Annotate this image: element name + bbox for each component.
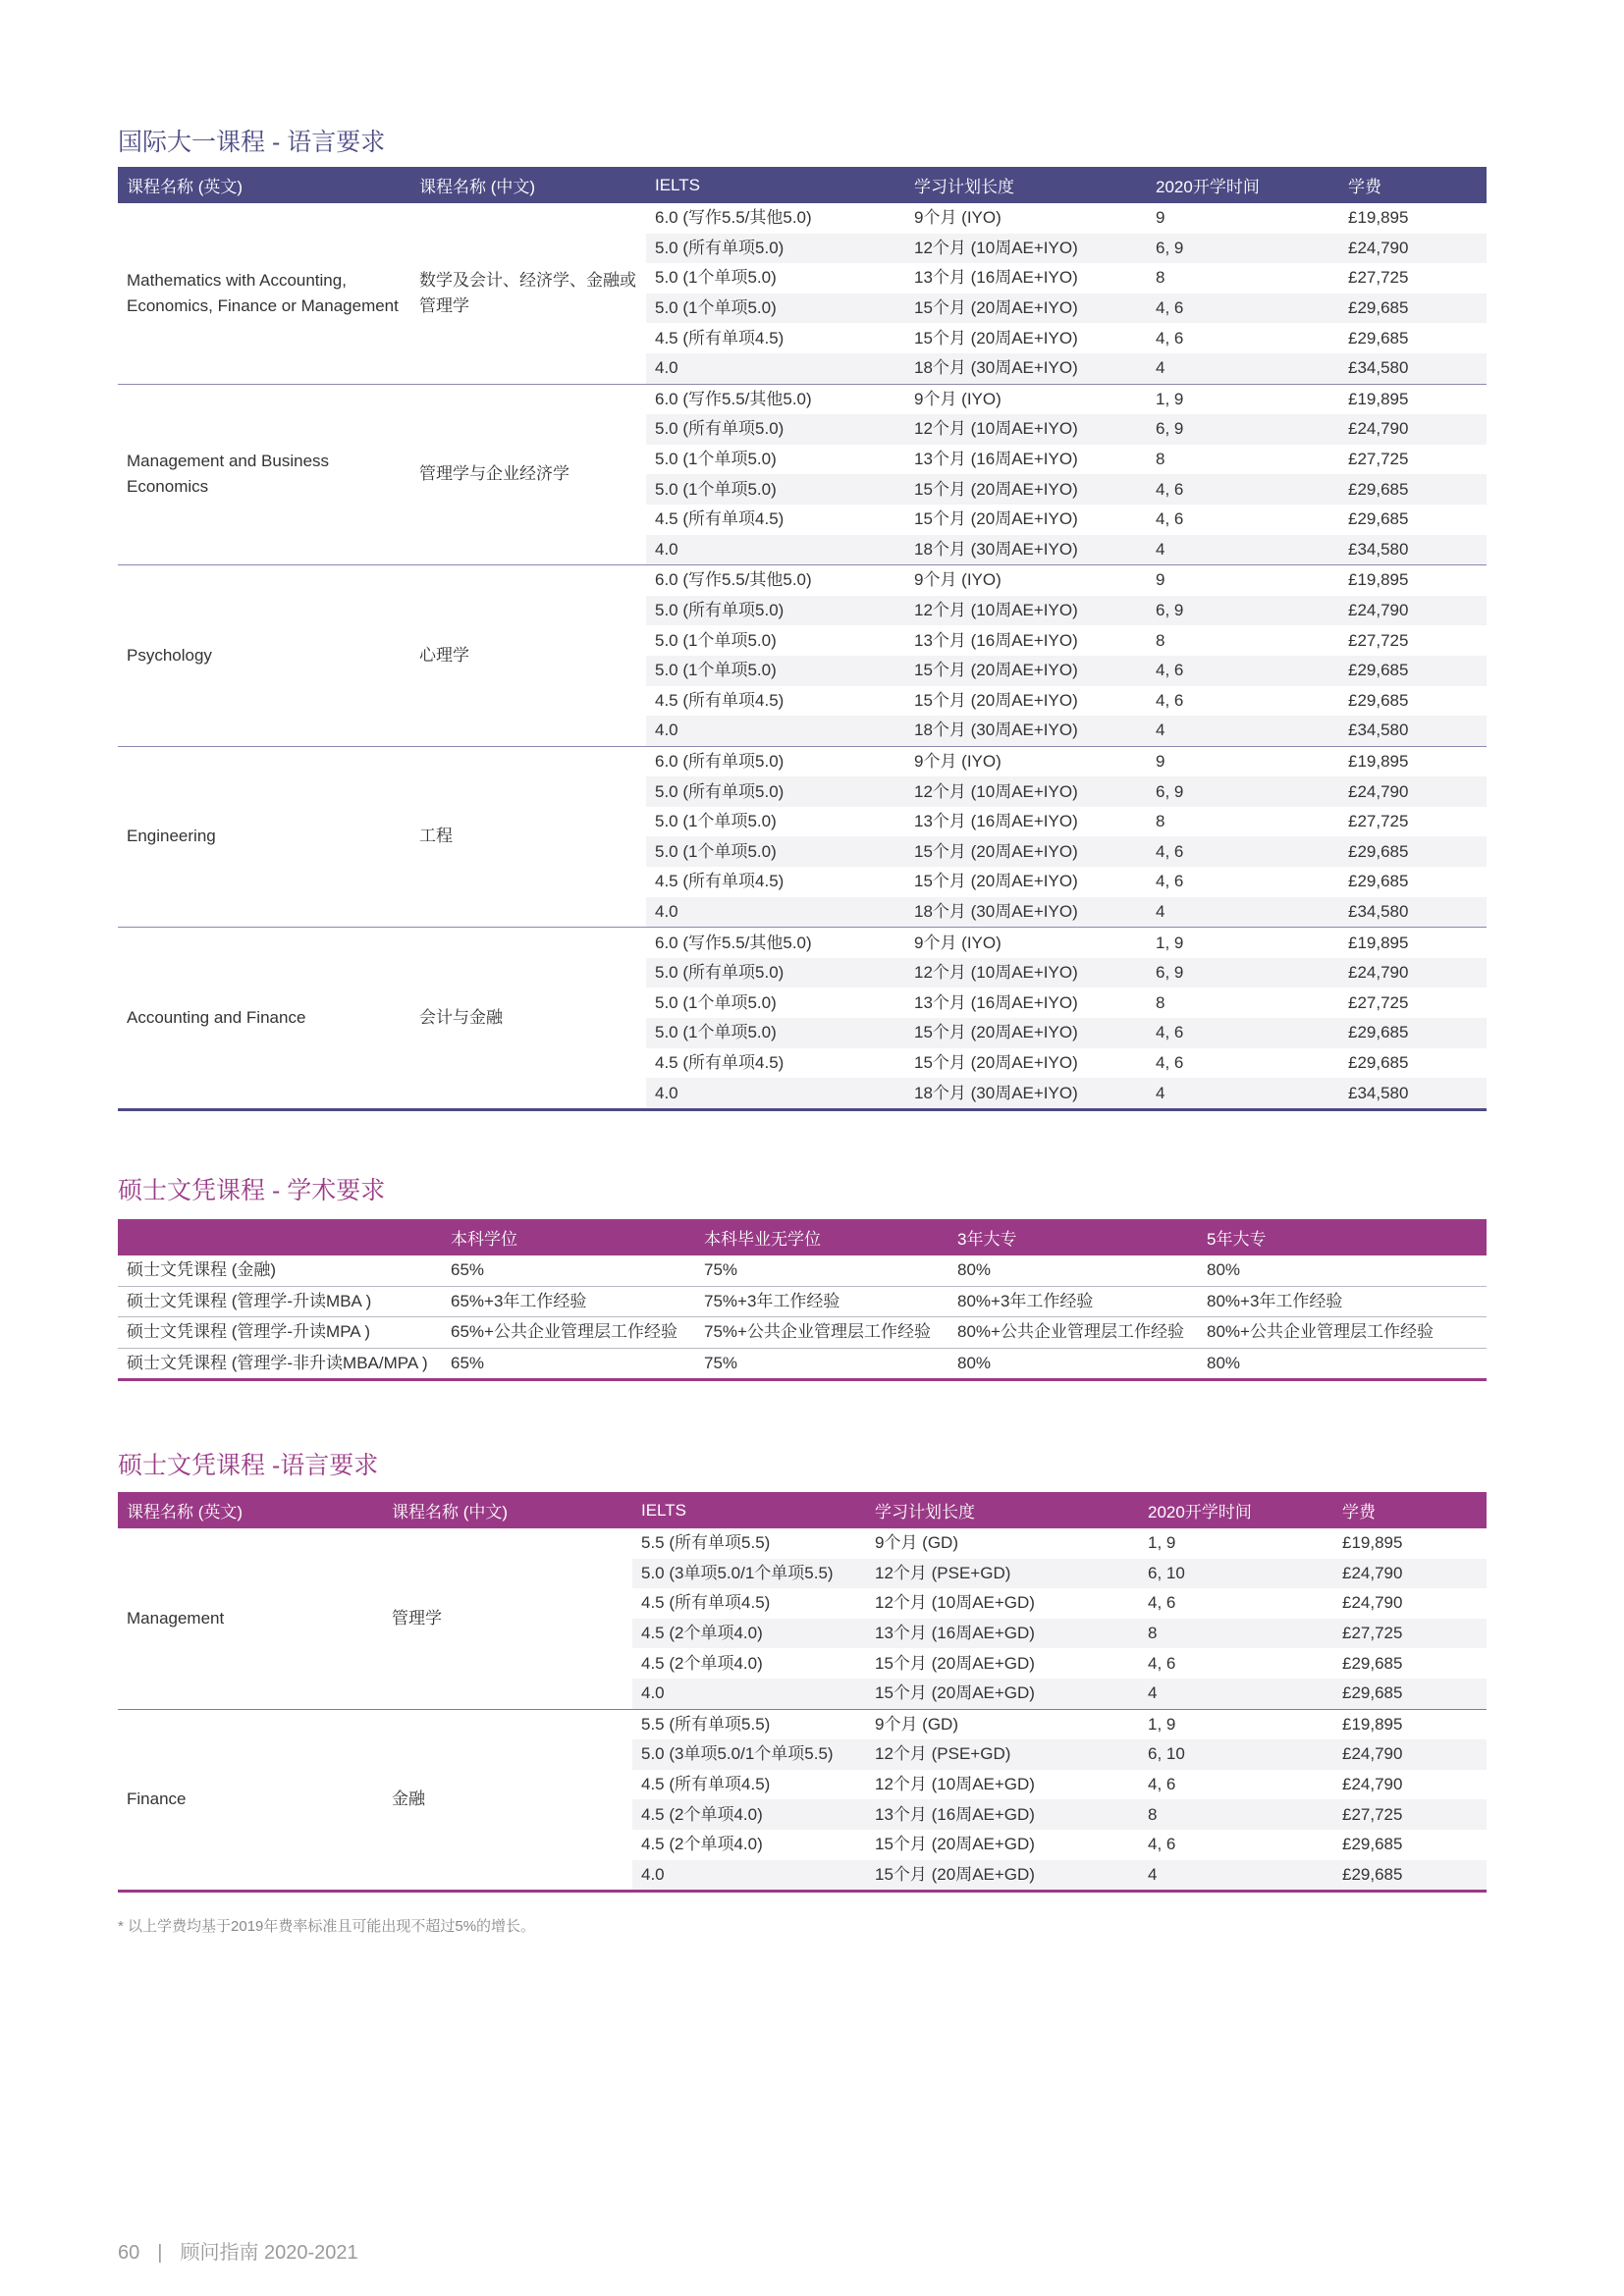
column-header: 本科学位 (442, 1219, 695, 1255)
start-cell: 4, 6 (1148, 1593, 1176, 1613)
fee-cell: £19,895 (1348, 208, 1409, 228)
length-cell: 12个月 (10周AE+IYO) (905, 776, 1147, 807)
start-cell: 4, 6 (1156, 328, 1184, 347)
ielts-cell: 4.5 (所有单项4.5) (655, 509, 785, 529)
requirement-cell: 80% (1198, 1348, 1487, 1380)
requirement-cell: 80% (948, 1348, 1198, 1380)
start-cell: 4, 6 (1148, 1653, 1176, 1673)
fee-cell: £29,685 (1339, 294, 1487, 324)
table-header-row (118, 1219, 1487, 1255)
length-cell: 9个月 (IYO) (914, 933, 1001, 952)
fee-cell: £34,580 (1339, 897, 1487, 928)
fee-cell: £27,725 (1348, 630, 1409, 650)
ielts-cell: 4.0 (646, 1078, 905, 1109)
length-cell: 9个月 (GD) (875, 1533, 958, 1553)
course-group (118, 1528, 1487, 1709)
fee-cell: £19,895 (1342, 1533, 1403, 1553)
column-header: 3年大专 (948, 1219, 1198, 1255)
start-cell: 4, 6 (1148, 1835, 1176, 1854)
ielts-cell: 5.0 (1个单项5.0) (655, 630, 777, 650)
requirement-cell: 75% (695, 1348, 948, 1380)
fee-cell: £24,790 (1342, 1775, 1403, 1794)
ielts-cell: 5.0 (1个单项5.0) (655, 992, 777, 1012)
course-name-zh: 管理学 (392, 1608, 442, 1628)
fee-cell: £29,685 (1348, 690, 1409, 710)
start-cell: 6, 9 (1147, 776, 1339, 807)
course-group (118, 203, 1487, 384)
start-cell: 6, 10 (1139, 1739, 1333, 1770)
start-cell: 8 (1139, 1619, 1333, 1649)
requirement-cell: 80% (1198, 1255, 1487, 1286)
table-row (118, 565, 1487, 596)
ielts-cell: 5.0 (1个单项5.0) (655, 268, 777, 288)
ielts-cell: 4.0 (646, 716, 905, 746)
requirement-cell: 75% (695, 1255, 948, 1286)
fee-cell: £24,790 (1342, 1593, 1403, 1613)
fee-cell: £27,725 (1348, 992, 1409, 1012)
fee-cell: £24,790 (1333, 1739, 1487, 1770)
start-cell: 6, 9 (1147, 958, 1339, 988)
ielts-cell: 4.0 (646, 353, 905, 384)
ielts-cell: 4.0 (646, 535, 905, 565)
fee-cell: £29,685 (1339, 656, 1487, 686)
table-row (118, 1286, 1487, 1317)
fee-cell: £24,790 (1339, 234, 1487, 264)
ielts-cell: 5.0 (所有单项5.0) (646, 234, 905, 264)
ielts-cell: 4.5 (2个单项4.0) (641, 1653, 763, 1673)
ielts-cell: 4.0 (646, 897, 905, 928)
fee-cell: £29,685 (1333, 1860, 1487, 1892)
length-cell: 13个月 (16周AE+IYO) (914, 450, 1078, 469)
course-name-en: Finance (127, 1789, 187, 1809)
table-row (118, 384, 1487, 414)
program-name-cell: 硕士文凭课程 (管理学-升读MBA ) (118, 1286, 442, 1317)
column-header: 5年大专 (1198, 1219, 1487, 1255)
ielts-cell: 5.0 (1个单项5.0) (646, 656, 905, 686)
page-footer (118, 2236, 358, 2265)
length-cell: 13个月 (16周AE+GD) (866, 1619, 1139, 1649)
fee-cell: £27,725 (1348, 450, 1409, 469)
ielts-cell: 4.5 (所有单项4.5) (641, 1593, 771, 1613)
length-cell: 12个月 (10周AE+IYO) (905, 234, 1147, 264)
column-header (118, 1219, 442, 1255)
length-cell: 12个月 (PSE+GD) (866, 1739, 1139, 1770)
fee-cell: £19,895 (1348, 389, 1409, 408)
fee-cell: £24,790 (1339, 958, 1487, 988)
length-cell: 15个月 (20周AE+IYO) (905, 1018, 1147, 1048)
column-header: 课程名称 (中文) (410, 167, 646, 203)
requirement-cell: 80%+3年工作经验 (948, 1286, 1198, 1317)
length-cell: 15个月 (20周AE+IYO) (905, 836, 1147, 867)
course-group (118, 928, 1487, 1110)
ielts-cell: 4.5 (所有单项4.5) (655, 872, 785, 891)
fee-cell: £27,725 (1333, 1619, 1487, 1649)
academic-requirements-table (118, 1219, 1487, 1381)
ielts-cell: 5.0 (3单项5.0/1个单项5.5) (632, 1739, 866, 1770)
start-cell: 9 (1156, 570, 1165, 590)
length-cell: 13个月 (16周AE+GD) (866, 1799, 1139, 1830)
fee-cell: £29,685 (1348, 328, 1409, 347)
fee-cell: £19,895 (1348, 570, 1409, 590)
length-cell: 15个月 (20周AE+IYO) (914, 328, 1078, 347)
start-cell: 1, 9 (1148, 1714, 1176, 1734)
ielts-cell: 4.5 (所有单项4.5) (641, 1775, 771, 1794)
column-header: 课程名称 (英文) (118, 167, 410, 203)
ielts-cell: 6.0 (写作5.5/其他5.0) (655, 389, 812, 408)
start-cell: 1, 9 (1148, 1533, 1176, 1553)
course-name-zh: 会计与金融 (419, 1008, 503, 1028)
start-cell: 6, 10 (1139, 1559, 1333, 1589)
ielts-cell: 5.0 (所有单项5.0) (646, 414, 905, 445)
start-cell: 4 (1147, 716, 1339, 746)
course-name-zh: 数学及会计、经济学、金融或管理学 (419, 270, 636, 315)
course-group (118, 565, 1487, 747)
start-cell: 4, 6 (1147, 656, 1339, 686)
column-header: 课程名称 (英文) (118, 1492, 383, 1528)
start-cell: 9 (1156, 208, 1165, 228)
fee-cell: £29,685 (1348, 1052, 1409, 1072)
fee-cell: £27,725 (1333, 1799, 1487, 1830)
start-cell: 4 (1139, 1860, 1333, 1892)
ielts-cell: 5.0 (1个单项5.0) (646, 474, 905, 505)
start-cell: 4, 6 (1148, 1775, 1176, 1794)
fee-cell: £19,895 (1348, 933, 1409, 952)
requirement-cell: 65% (442, 1255, 695, 1286)
requirement-cell: 65%+公共企业管理层工作经验 (442, 1317, 695, 1349)
ify-language-table (118, 167, 1487, 1111)
requirement-cell: 80%+公共企业管理层工作经验 (948, 1317, 1198, 1349)
start-cell: 4 (1147, 897, 1339, 928)
requirement-cell: 65%+3年工作经验 (442, 1286, 695, 1317)
length-cell: 15个月 (20周AE+IYO) (914, 872, 1078, 891)
table-row (118, 928, 1487, 958)
column-header: 2020开学时间 (1147, 167, 1339, 203)
length-cell: 18个月 (30周AE+IYO) (905, 1078, 1147, 1109)
section-title-academic: 硕士文凭课程 - 学术要求 (118, 1177, 386, 1204)
length-cell: 18个月 (30周AE+IYO) (905, 716, 1147, 746)
fee-cell: £27,725 (1348, 812, 1409, 831)
ielts-cell: 4.5 (2个单项4.0) (632, 1799, 866, 1830)
length-cell: 12个月 (10周AE+IYO) (905, 414, 1147, 445)
table-row (118, 1528, 1487, 1559)
length-cell: 9个月 (IYO) (914, 389, 1001, 408)
length-cell: 18个月 (30周AE+IYO) (905, 897, 1147, 928)
ielts-cell: 4.5 (所有单项4.5) (655, 1052, 785, 1072)
column-header: IELTS (646, 167, 905, 203)
fee-cell: £34,580 (1339, 535, 1487, 565)
program-name-cell: 硕士文凭课程 (管理学-非升读MBA/MPA ) (118, 1348, 442, 1380)
fee-cell: £34,580 (1339, 353, 1487, 384)
column-header: IELTS (632, 1492, 866, 1528)
length-cell: 15个月 (20周AE+IYO) (914, 509, 1078, 529)
ielts-cell: 6.0 (写作5.5/其他5.0) (655, 208, 812, 228)
course-name-en: Engineering (127, 827, 216, 846)
start-cell: 4 (1147, 535, 1339, 565)
start-cell: 8 (1156, 630, 1165, 650)
length-cell: 13个月 (16周AE+IYO) (914, 268, 1078, 288)
ielts-cell: 5.0 (1个单项5.0) (646, 1018, 905, 1048)
start-cell: 6, 9 (1147, 234, 1339, 264)
ielts-cell: 5.0 (所有单项5.0) (646, 596, 905, 626)
column-header: 学费 (1333, 1492, 1487, 1528)
start-cell: 4, 6 (1156, 509, 1184, 529)
length-cell: 12个月 (10周AE+IYO) (905, 958, 1147, 988)
start-cell: 9 (1156, 751, 1165, 771)
start-cell: 4 (1147, 353, 1339, 384)
section-title-ify: 国际大一课程 - 语言要求 (118, 129, 386, 156)
ielts-cell: 5.5 (所有单项5.5) (641, 1533, 771, 1553)
fee-cell: £29,685 (1339, 836, 1487, 867)
fee-cell: £34,580 (1339, 716, 1487, 746)
length-cell: 13个月 (16周AE+IYO) (914, 630, 1078, 650)
master-language-table (118, 1492, 1487, 1893)
start-cell: 4, 6 (1147, 836, 1339, 867)
column-header: 学习计划长度 (905, 167, 1147, 203)
length-cell: 13个月 (16周AE+IYO) (914, 992, 1078, 1012)
fee-cell: £29,685 (1342, 1653, 1403, 1673)
ielts-cell: 4.0 (632, 1679, 866, 1709)
page-number: 60 (118, 2242, 140, 2264)
course-name-en: Accounting and Finance (127, 1008, 306, 1028)
course-name-zh: 心理学 (419, 645, 469, 665)
length-cell: 15个月 (20周AE+IYO) (905, 656, 1147, 686)
footer-separator: | (157, 2242, 163, 2264)
ielts-cell: 5.5 (所有单项5.5) (641, 1714, 771, 1734)
footer-title: 顾问指南 2020-2021 (180, 2242, 358, 2264)
start-cell: 4, 6 (1156, 690, 1184, 710)
ielts-cell: 6.0 (写作5.5/其他5.0) (655, 933, 812, 952)
table-row (118, 746, 1487, 776)
length-cell: 15个月 (20周AE+GD) (866, 1679, 1139, 1709)
fee-cell: £29,685 (1333, 1679, 1487, 1709)
length-cell: 15个月 (20周AE+IYO) (905, 474, 1147, 505)
ielts-cell: 5.0 (1个单项5.0) (655, 450, 777, 469)
course-name-en: Management and Business Economics (127, 452, 330, 497)
program-name-cell: 硕士文凭课程 (金融) (118, 1255, 442, 1286)
program-name-cell: 硕士文凭课程 (管理学-升读MPA ) (118, 1317, 442, 1349)
table-row (118, 1709, 1487, 1739)
course-group (118, 384, 1487, 565)
course-group (118, 746, 1487, 928)
course-name-en: Psychology (127, 645, 212, 665)
length-cell: 9个月 (IYO) (914, 570, 1001, 590)
ielts-cell: 4.5 (2个单项4.0) (641, 1835, 763, 1854)
course-name-zh: 工程 (419, 827, 453, 846)
start-cell: 8 (1139, 1799, 1333, 1830)
length-cell: 12个月 (10周AE+IYO) (905, 596, 1147, 626)
fee-cell: £24,790 (1339, 776, 1487, 807)
requirement-cell: 75%+公共企业管理层工作经验 (695, 1317, 948, 1349)
column-header: 课程名称 (中文) (383, 1492, 632, 1528)
length-cell: 9个月 (IYO) (914, 751, 1001, 771)
length-cell: 12个月 (PSE+GD) (866, 1559, 1139, 1589)
ielts-cell: 5.0 (所有单项5.0) (646, 776, 905, 807)
fee-cell: £24,790 (1333, 1559, 1487, 1589)
table-header-row (118, 167, 1487, 203)
ielts-cell: 4.5 (所有单项4.5) (655, 690, 785, 710)
fee-cell: £29,685 (1339, 1018, 1487, 1048)
footnote: * 以上学费均基于2019年费率标准且可能出现不超过5%的增长。 (118, 1918, 536, 1935)
table-header-row (118, 1492, 1487, 1528)
fee-cell: £34,580 (1339, 1078, 1487, 1109)
table-row (118, 1317, 1487, 1349)
course-group (118, 1709, 1487, 1892)
ielts-cell: 5.0 (1个单项5.0) (646, 836, 905, 867)
requirement-cell: 80%+3年工作经验 (1198, 1286, 1487, 1317)
column-header: 学习计划长度 (866, 1492, 1139, 1528)
requirement-cell: 75%+3年工作经验 (695, 1286, 948, 1317)
fee-cell: £29,685 (1348, 509, 1409, 529)
start-cell: 8 (1156, 450, 1165, 469)
length-cell: 18个月 (30周AE+IYO) (905, 353, 1147, 384)
course-name-en: Management (127, 1608, 225, 1628)
table-row (118, 203, 1487, 234)
start-cell: 6, 9 (1147, 414, 1339, 445)
start-cell: 4, 6 (1156, 872, 1184, 891)
length-cell: 15个月 (20周AE+IYO) (914, 690, 1078, 710)
length-cell: 15个月 (20周AE+IYO) (914, 1052, 1078, 1072)
ielts-cell: 4.5 (所有单项4.5) (655, 328, 785, 347)
start-cell: 8 (1156, 268, 1165, 288)
length-cell: 18个月 (30周AE+IYO) (905, 535, 1147, 565)
start-cell: 4, 6 (1147, 1018, 1339, 1048)
course-name-zh: 金融 (392, 1789, 425, 1809)
fee-cell: £19,895 (1348, 751, 1409, 771)
fee-cell: £27,725 (1348, 268, 1409, 288)
ielts-cell: 4.0 (632, 1860, 866, 1892)
length-cell: 15个月 (20周AE+GD) (875, 1653, 1035, 1673)
length-cell: 9个月 (IYO) (914, 208, 1001, 228)
start-cell: 6, 9 (1147, 596, 1339, 626)
table-row (118, 1255, 1487, 1286)
ielts-cell: 5.0 (1个单项5.0) (655, 812, 777, 831)
column-header: 2020开学时间 (1139, 1492, 1333, 1528)
fee-cell: £29,685 (1348, 872, 1409, 891)
requirement-cell: 65% (442, 1348, 695, 1380)
length-cell: 15个月 (20周AE+GD) (866, 1860, 1139, 1892)
start-cell: 4 (1147, 1078, 1339, 1109)
start-cell: 4, 6 (1147, 294, 1339, 324)
start-cell: 4, 6 (1147, 474, 1339, 505)
length-cell: 15个月 (20周AE+GD) (875, 1835, 1035, 1854)
column-header: 学费 (1339, 167, 1487, 203)
start-cell: 8 (1156, 812, 1165, 831)
ielts-cell: 6.0 (所有单项5.0) (655, 751, 785, 771)
section-title-master-language: 硕士文凭课程 -语言要求 (118, 1452, 379, 1479)
ielts-cell: 5.0 (3单项5.0/1个单项5.5) (632, 1559, 866, 1589)
start-cell: 4 (1139, 1679, 1333, 1709)
ielts-cell: 4.5 (2个单项4.0) (632, 1619, 866, 1649)
course-name-en: Mathematics with Accounting, Economics, Finance or Management (127, 270, 399, 315)
ielts-cell: 5.0 (1个单项5.0) (646, 294, 905, 324)
fee-cell: £24,790 (1339, 596, 1487, 626)
length-cell: 12个月 (10周AE+GD) (875, 1593, 1035, 1613)
column-header: 本科毕业无学位 (695, 1219, 948, 1255)
length-cell: 13个月 (16周AE+IYO) (914, 812, 1078, 831)
fee-cell: £19,895 (1342, 1714, 1403, 1734)
requirement-cell: 80% (948, 1255, 1198, 1286)
start-cell: 1, 9 (1156, 389, 1184, 408)
length-cell: 9个月 (GD) (875, 1714, 958, 1734)
fee-cell: £29,685 (1339, 474, 1487, 505)
course-name-zh: 管理学与企业经济学 (419, 464, 569, 484)
length-cell: 12个月 (10周AE+GD) (875, 1775, 1035, 1794)
length-cell: 15个月 (20周AE+IYO) (905, 294, 1147, 324)
start-cell: 8 (1156, 992, 1165, 1012)
requirement-cell: 80%+公共企业管理层工作经验 (1198, 1317, 1487, 1349)
fee-cell: £29,685 (1342, 1835, 1403, 1854)
ielts-cell: 6.0 (写作5.5/其他5.0) (655, 570, 812, 590)
start-cell: 4, 6 (1156, 1052, 1184, 1072)
fee-cell: £24,790 (1339, 414, 1487, 445)
table-row (118, 1348, 1487, 1380)
start-cell: 1, 9 (1156, 933, 1184, 952)
ielts-cell: 5.0 (所有单项5.0) (646, 958, 905, 988)
